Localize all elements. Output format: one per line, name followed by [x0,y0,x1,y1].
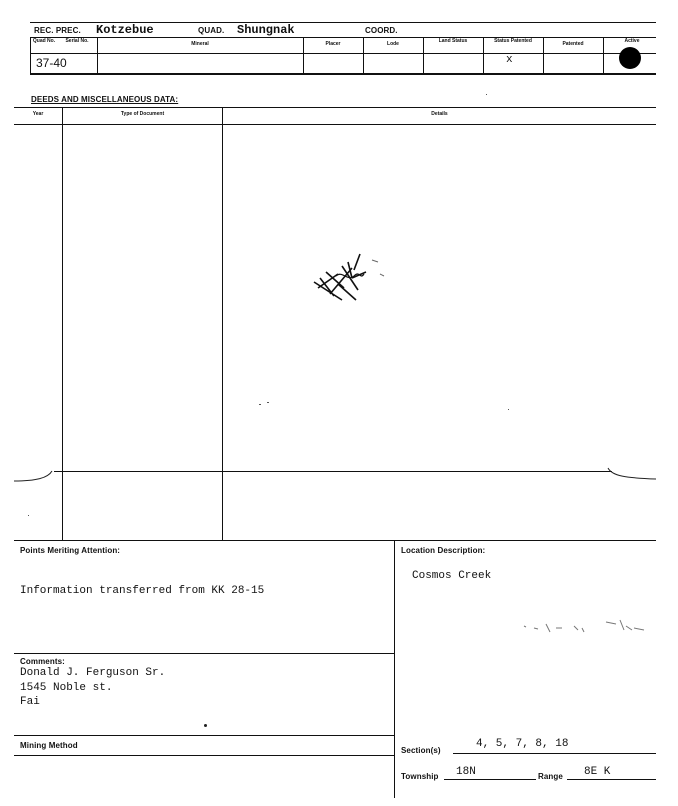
mining-method-label: Mining Method [20,741,78,750]
section-underline [453,753,656,754]
faint-scribble-icon [520,616,650,638]
deeds-col-year: Year [32,111,44,117]
deeds-col-line [222,107,223,541]
comments-line-3: Fai [20,696,40,708]
claims-col-line [603,37,604,74]
comments-rule [14,653,394,654]
comments-line-2: 1545 Noble st. [20,682,113,694]
col-header-status-patented: Status Patented [494,38,532,44]
col-header-land-status: Land Status [438,38,468,44]
location-text: Cosmos Creek [412,570,492,582]
township-value: 18N [456,766,476,778]
claims-table-header-bottom [30,53,656,54]
township-underline [444,779,536,780]
deeds-table-top [14,107,656,108]
patented-mark: x [506,54,513,66]
mining-method-bottom [14,755,394,756]
quad-value: Shungnak [237,23,295,37]
deeds-col-document-type: Type of Document [120,111,165,117]
points-text: Information transferred from KK 28-15 [20,585,265,597]
active-dot-icon [619,47,641,69]
location-label: Location Description: [401,546,486,555]
comments-line-1: Donald J. Ferguson Sr. [20,667,166,679]
deeds-col-line [62,107,63,541]
section-label: Section(s) [401,746,441,755]
range-label: Range [538,772,563,781]
col-header-patented: Patented [562,41,584,47]
points-label: Points Meriting Attention: [20,546,121,555]
col-header-placer: Placer [325,41,341,47]
scribble-mark-icon [308,248,392,306]
deeds-col-details: Details [431,111,448,117]
claims-col-line [30,37,31,74]
claims-col-line [423,37,424,74]
col-header-active: Active [624,38,640,44]
coord-label: COORD. [365,26,398,35]
claims-table-bottom [30,73,656,75]
deeds-title: DEEDS AND MISCELLANEOUS DATA: [31,95,179,104]
col-header-quad-no: Quad No. [32,38,56,44]
fold-curve-right [606,466,656,486]
section-value: 4, 5, 7, 8, 18 [476,738,569,750]
range-value: 8E K [584,766,611,778]
speck [259,404,261,405]
col-header-serial-no: Serial No. [65,38,89,44]
lower-divider [394,540,395,798]
mining-method-rule [14,735,394,736]
deeds-mid-rule [54,471,612,472]
claims-col-line [483,37,484,74]
speck [267,402,269,403]
speck [508,409,509,410]
range-underline [567,779,656,780]
fold-curve-left [14,464,62,484]
deeds-header-bottom [14,124,656,125]
quad-serial-value: 37-40 [36,56,67,70]
quad-label: QUAD. [198,26,225,35]
rec-prec-value: Kotzebue [96,23,154,37]
township-label: Township [401,772,439,781]
speck [486,94,487,95]
col-header-mineral: Mineral [191,41,209,47]
col-header-lode: Lode [387,41,399,47]
header-rule [30,22,656,23]
lower-section-top [14,540,656,541]
comments-label: Comments: [20,657,65,666]
rec-prec-label: REC. PREC. [34,26,81,35]
claims-table-top [30,37,656,38]
speck [204,724,207,727]
speck [28,515,29,516]
